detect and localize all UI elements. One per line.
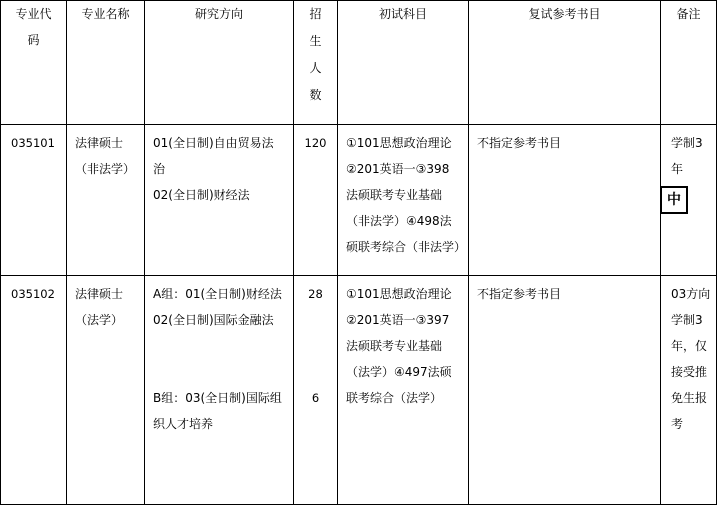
- cell-direction: [145, 276, 294, 505]
- cell-retest: 不指定参考书目: [469, 276, 661, 505]
- cell-quota: 120: [294, 125, 338, 276]
- header-exam: 初试科目: [338, 1, 469, 125]
- cell-remark: 03方向学制3年，仅接受推免生报考: [661, 276, 717, 505]
- table-row: [1, 125, 717, 276]
- cell-exam: ①101思想政治理论②201英语一③397法硕联考专业基础（法学）④497法硕联考综合（法学）: [338, 276, 469, 505]
- group-a-item: 02(全日制)国际金融法: [153, 313, 274, 327]
- header-row: [1, 1, 717, 125]
- header-name: 专业名称: [67, 1, 145, 125]
- badge-zhong[interactable]: 中: [660, 186, 688, 214]
- cell-exam: ①101思想政治理论②201英语一③398法硕联考专业基础（非法学）④498法硕联考综合（非法学）: [338, 125, 469, 276]
- cell-remark: 学制3年: [661, 125, 717, 276]
- header-remark: 备注: [661, 1, 717, 125]
- header-code: 专业代码: [1, 1, 67, 125]
- quota-a: 28: [308, 287, 323, 301]
- direction-item: 01(全日制)自由贸易法治: [153, 136, 274, 176]
- group-a-item: A组：01(全日制)财经法: [153, 287, 282, 301]
- cell-retest: 不指定参考书目: [469, 125, 661, 276]
- header-quota: 招生人数: [294, 1, 338, 125]
- cell-name: 法律硕士（法学）: [67, 276, 145, 505]
- group-b-item: B组：03(全日制)国际组织人才培养: [153, 391, 282, 431]
- header-retest: 复试参考书目: [469, 1, 661, 125]
- table-row: [1, 276, 717, 505]
- direction-item: 02(全日制)财经法: [153, 188, 250, 202]
- cell-name: 法律硕士（非法学）: [67, 125, 145, 276]
- cell-quota: [294, 276, 338, 505]
- quota-b: 6: [311, 391, 320, 405]
- cell-direction: [145, 125, 294, 276]
- header-direction: 研究方向: [145, 1, 294, 125]
- cell-code: 035101: [1, 125, 67, 276]
- cell-code: 035102: [1, 276, 67, 505]
